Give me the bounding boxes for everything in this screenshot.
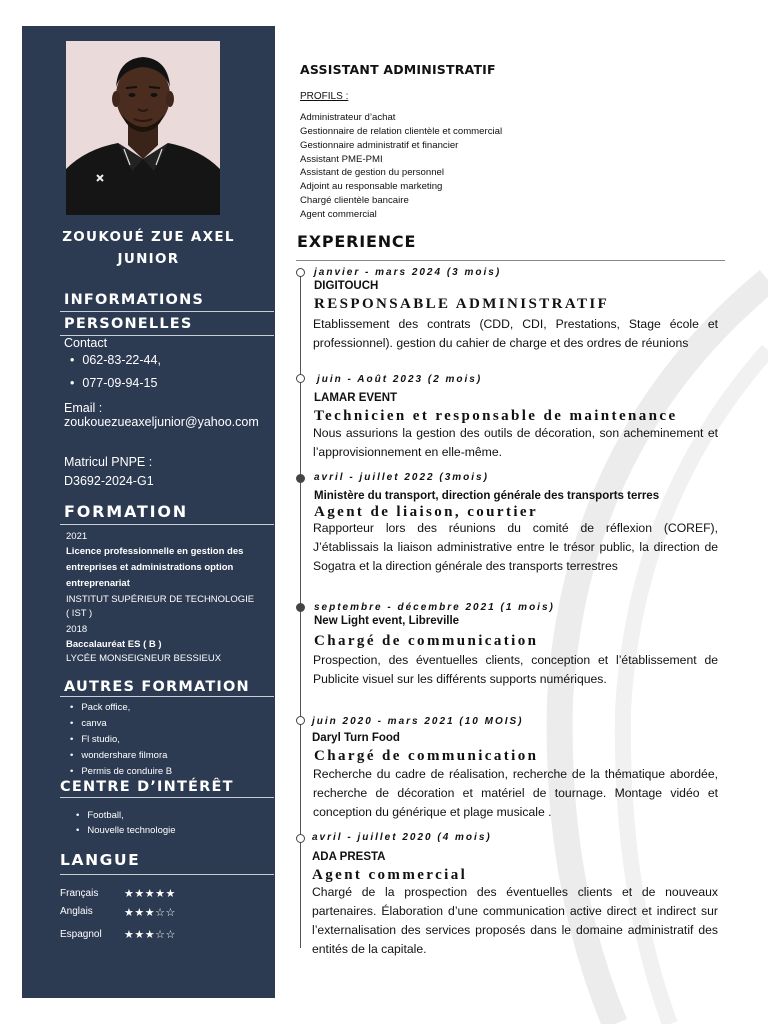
experience-date: avril - juillet 2020 (4 mois) <box>312 832 492 843</box>
informations-title-line1: INFORMATIONS <box>64 292 205 308</box>
formation-2-school: LYCÉE MONSEIGNEUR BESSIEUX <box>66 653 222 664</box>
autres-formation-item: • Fl studio, <box>70 732 120 748</box>
langue-divider <box>60 874 274 875</box>
profil-item: Chargé clientèle bancaire <box>300 195 409 206</box>
profil-item: Assistant de gestion du personnel <box>300 167 444 178</box>
experience-divider <box>296 260 725 261</box>
experience-role: Agent commercial <box>312 867 468 883</box>
langue-rating-francais: ★★★★★ <box>124 888 176 900</box>
experience-date: juin 2020 - mars 2021 (10 MOIS) <box>312 716 524 727</box>
experience-date: septembre - décembre 2021 (1 mois) <box>314 602 555 613</box>
experience-company: DIGITOUCH <box>314 280 379 292</box>
centre-interet-divider <box>60 797 274 798</box>
centre-interet-item: • Football, <box>76 808 124 824</box>
profils-heading: PROFILS : <box>300 91 349 102</box>
experience-role: Agent de liaison, courtier <box>314 504 539 520</box>
langue-title: LANGUE <box>60 851 141 869</box>
autres-formation-item: • Pack office, <box>70 700 130 716</box>
experience-company: ADA PRESTA <box>312 851 386 863</box>
experience-description: Etablissement des contrats (CDD, CDI, Prestations, Stage école et professionnel). gestion du cahier de charge et des ordres de réunions <box>313 317 718 350</box>
experience-date: juin - Août 2023 (2 mois) <box>317 374 483 385</box>
experience-role: Chargé de communication <box>314 748 539 764</box>
langue-item-espagnol: Espagnol <box>60 929 102 940</box>
experience-company: Daryl Turn Food <box>312 732 400 744</box>
formation-1-school-line2: ( IST ) <box>66 608 93 619</box>
profil-item: Gestionnaire administratif et financier <box>300 140 459 151</box>
email-label: Email : <box>64 401 103 415</box>
langue-rating-anglais: ★★★☆☆ <box>124 907 176 919</box>
autres-formation-title: AUTRES FORMATION <box>64 679 250 695</box>
timeline-dot <box>296 268 305 277</box>
autres-formation-item: • canva <box>70 716 107 732</box>
profil-item: Gestionnaire de relation clientèle et commercial <box>300 126 503 137</box>
experience-company: LAMAR EVENT <box>314 392 398 404</box>
phone-2: • 077-09-94-15 <box>70 375 157 391</box>
formation-1-school-line1: INSTITUT SUPÉRIEUR DE TECHNOLOGIE <box>66 594 255 605</box>
centre-interet-item: • Nouvelle technologie <box>76 823 176 839</box>
candidate-name-line1: ZOUKOUÉ ZUE AXEL <box>62 229 235 245</box>
experience-description: Nous assurions la gestion des outils de décoration, son acheminement et l’approvisionnement en elle-même. <box>313 426 718 459</box>
timeline-dot <box>296 603 305 612</box>
formation-2-degree: Baccalauréat ES ( B ) <box>66 639 162 650</box>
profil-item: Agent commercial <box>300 209 377 220</box>
timeline-dot <box>296 834 305 843</box>
profile-photo <box>66 41 220 215</box>
autres-formation-item: • Permis de conduire B <box>70 764 172 780</box>
experience-role: Technicien et responsable de maintenance <box>314 408 678 424</box>
experience-description: Prospection, des éventuelles clients, conception et l’établissement de Publicite visuel sur les différents supports numériques. <box>313 653 718 686</box>
candidate-name <box>22 226 275 270</box>
autres-formation-divider <box>60 696 274 697</box>
experience-date: avril - juillet 2022 (3mois) <box>314 472 489 483</box>
sidebar <box>22 26 275 998</box>
timeline-dot <box>296 374 305 383</box>
autres-formation-item: • wondershare filmora <box>70 748 167 764</box>
experience-description: Rapporteur lors des réunions du comité de réflexion (COREF), J’établissais la liaison administrative entre le trésor public, la direction de Sogatra et la direction générale des transports terrestres <box>313 521 718 573</box>
contact-label: Contact <box>64 336 108 350</box>
experience-title: EXPERIENCE <box>297 232 417 251</box>
profile-photo-illustration <box>66 41 220 215</box>
formation-1-degree-line2: entreprises et administrations option <box>66 562 234 573</box>
langue-rating-espagnol: ★★★☆☆ <box>124 929 176 941</box>
experience-company: Ministère du transport, direction générale des transports terres <box>314 490 660 502</box>
formation-title: FORMATION <box>64 502 188 521</box>
profil-item: Administrateur d’achat <box>300 112 396 123</box>
informations-title-line2: PERSONELLES <box>64 316 193 332</box>
experience-role: Chargé de communication <box>314 633 539 649</box>
profil-item: Adjoint au responsable marketing <box>300 181 443 192</box>
matricule-value: D3692-2024-G1 <box>64 474 154 488</box>
formation-1-degree-line1: Licence professionnelle en gestion des <box>66 546 244 557</box>
timeline-dot <box>296 474 305 483</box>
experience-date: janvier - mars 2024 (3 mois) <box>314 267 502 278</box>
matricule-label: Matricul PNPE : <box>64 455 153 469</box>
centre-interet-title: CENTRE D’INTÉRÊT <box>60 779 234 795</box>
candidate-name-line2: JUNIOR <box>117 251 180 267</box>
formation-2-year: 2018 <box>66 624 88 635</box>
experience-description: Chargé de la prospection des éventuelles clients et de nouveaux partenaires. Élaboration d’une communication active direct et indirect sur l’externalisation des services proposés dans le domaine administratif des entités de la capitale. <box>312 885 718 956</box>
formation-1-degree-line3: entreprenariat <box>66 578 130 589</box>
experience-description: Recherche du cadre de réalisation, recherche de la thématique abordée, recherche de décoration et matériel de tournage. Montage vidéo et conception du générique et plage musicale . <box>313 767 718 819</box>
langue-item-anglais: Anglais <box>60 906 93 917</box>
email-value: zoukouezueaxeljunior@yahoo.com <box>64 415 259 429</box>
experience-role: RESPONSABLE ADMINISTRATIF <box>314 296 610 312</box>
phone-1: • 062-83-22-44, <box>70 352 161 368</box>
langue-item-francais: Français <box>60 888 99 899</box>
profil-item: Assistant PME-PMI <box>300 154 383 165</box>
timeline-dot <box>296 716 305 725</box>
formation-1-year: 2021 <box>66 531 88 542</box>
experience-company: New Light event, Libreville <box>314 615 460 627</box>
formation-divider <box>60 524 274 525</box>
job-title: ASSISTANT ADMINISTRATIF <box>300 62 496 77</box>
